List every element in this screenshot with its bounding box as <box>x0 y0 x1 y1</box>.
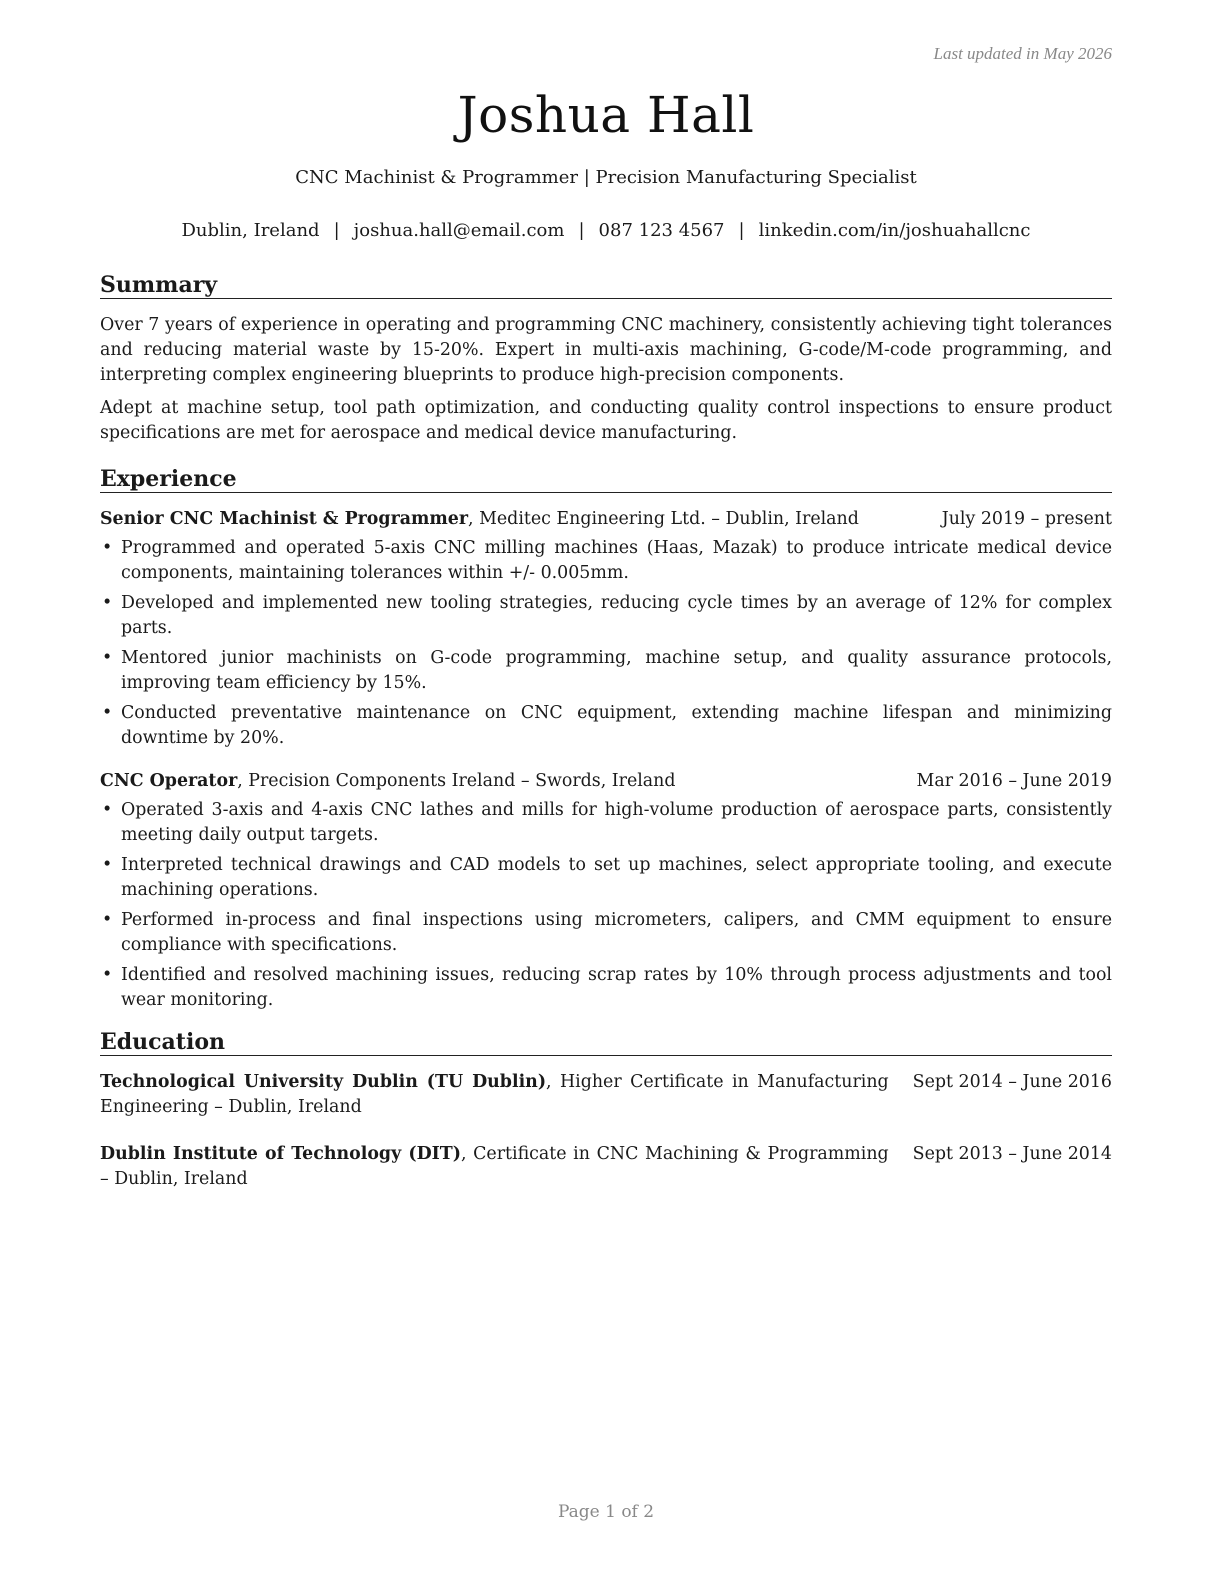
education-dates: Sept 2013 – June 2014 <box>912 1144 1112 1164</box>
education-dates: Sept 2014 – June 2016 <box>912 1072 1112 1092</box>
education-line <box>100 1070 889 1120</box>
education-entry <box>100 1142 1112 1192</box>
education-header <box>100 1070 1112 1120</box>
job-bullets <box>100 536 1112 751</box>
resume-content <box>100 272 1112 1214</box>
education-section <box>100 1029 1112 1192</box>
candidate-name: Joshua Hall <box>457 86 755 144</box>
summary-paragraph: Adept at machine setup, tool path optimization, and conducting quality control inspections to ensure product specifications are met for aerospace and medical device manufacturing. <box>100 398 1112 443</box>
job-title: Senior CNC Machinist & Programmer <box>100 509 469 529</box>
job-header <box>100 769 1112 794</box>
education-detail: , Certificate in CNC Machining & Programming – Dublin, Ireland <box>100 1144 889 1189</box>
job-bullet: • Performed in-process and final inspections using micrometers, calipers, and CMM equipment to ensure compliance with specifications. <box>100 908 1112 958</box>
education-detail: , Higher Certificate in Manufacturing Engineering – Dublin, Ireland <box>100 1072 889 1117</box>
experience-heading: Experience <box>100 466 1112 493</box>
contact-location: Dublin, Ireland <box>181 220 320 241</box>
contact-line <box>100 220 1112 241</box>
job-entry <box>100 769 1112 1013</box>
experience-section <box>100 466 1112 1013</box>
job-dates: July 2019 – present <box>941 509 1112 529</box>
job-title: CNC Operator <box>100 771 238 791</box>
education-school: Dublin Institute of Technology (DIT) <box>100 1144 461 1164</box>
job-entry <box>100 507 1112 751</box>
job-company: , Precision Components Ireland – Swords, Ireland <box>237 771 676 791</box>
job-dates: Mar 2016 – June 2019 <box>916 771 1112 791</box>
education-school: Technological University Dublin (TU Dublin) <box>100 1072 547 1092</box>
contact-email[interactable]: joshua.hall@email.com <box>353 220 565 241</box>
headline: CNC Machinist & Programmer | Precision Manufacturing Specialist <box>295 167 917 188</box>
job-bullet: • Developed and implemented new tooling strategies, reducing cycle times by an average of 12% for complex parts. <box>100 591 1112 641</box>
job-title-line <box>100 769 676 794</box>
education-entry <box>100 1070 1112 1120</box>
job-header <box>100 507 1112 532</box>
contact-separator: | <box>578 220 585 241</box>
contact-linkedin[interactable]: linkedin.com/in/joshuahallcnc <box>758 220 1031 241</box>
job-bullet: • Mentored junior machinists on G-code programming, machine setup, and quality assurance protocols, improving team efficiency by 15%. <box>100 646 1112 696</box>
summary-paragraph: Over 7 years of experience in operating and programming CNC machinery, consistently achieving tight tolerances and reducing material waste by 15-20%. Expert in multi-axis machining, G-code/M-code programming, and interpreting complex engineering blueprints to produce high-precision components. <box>100 315 1112 385</box>
education-header <box>100 1142 1112 1192</box>
job-bullet: • Identified and resolved machining issues, reducing scrap rates by 10% through process adjustments and tool wear monitoring. <box>100 963 1112 1013</box>
job-bullets <box>100 798 1112 1013</box>
contact-separator: | <box>333 220 340 241</box>
job-bullet: • Programmed and operated 5-axis CNC milling machines (Haas, Mazak) to produce intricate medical device components, maintaining tolerances within +/- 0.005mm. <box>100 536 1112 586</box>
education-line <box>100 1142 889 1192</box>
last-updated: Last updated in May 2026 <box>933 44 1112 63</box>
job-bullet: • Conducted preventative maintenance on CNC equipment, extending machine lifespan and minimizing downtime by 20%. <box>100 701 1112 751</box>
job-bullet: • Interpreted technical drawings and CAD models to set up machines, select appropriate tooling, and execute machining operations. <box>100 853 1112 903</box>
education-heading: Education <box>100 1029 1112 1056</box>
job-title-line <box>100 507 859 532</box>
resume-page <box>100 0 1112 1584</box>
contact-phone: 087 123 4567 <box>598 220 725 241</box>
contact-separator: | <box>738 220 745 241</box>
job-company: , Meditec Engineering Ltd. – Dublin, Ireland <box>468 509 859 529</box>
summary-heading: Summary <box>100 272 1112 299</box>
summary-section <box>100 272 1112 446</box>
page-number: Page 1 of 2 <box>557 1502 655 1522</box>
job-bullet: • Operated 3-axis and 4-axis CNC lathes and mills for high-volume production of aerospace parts, consistently meeting daily output targets. <box>100 798 1112 848</box>
